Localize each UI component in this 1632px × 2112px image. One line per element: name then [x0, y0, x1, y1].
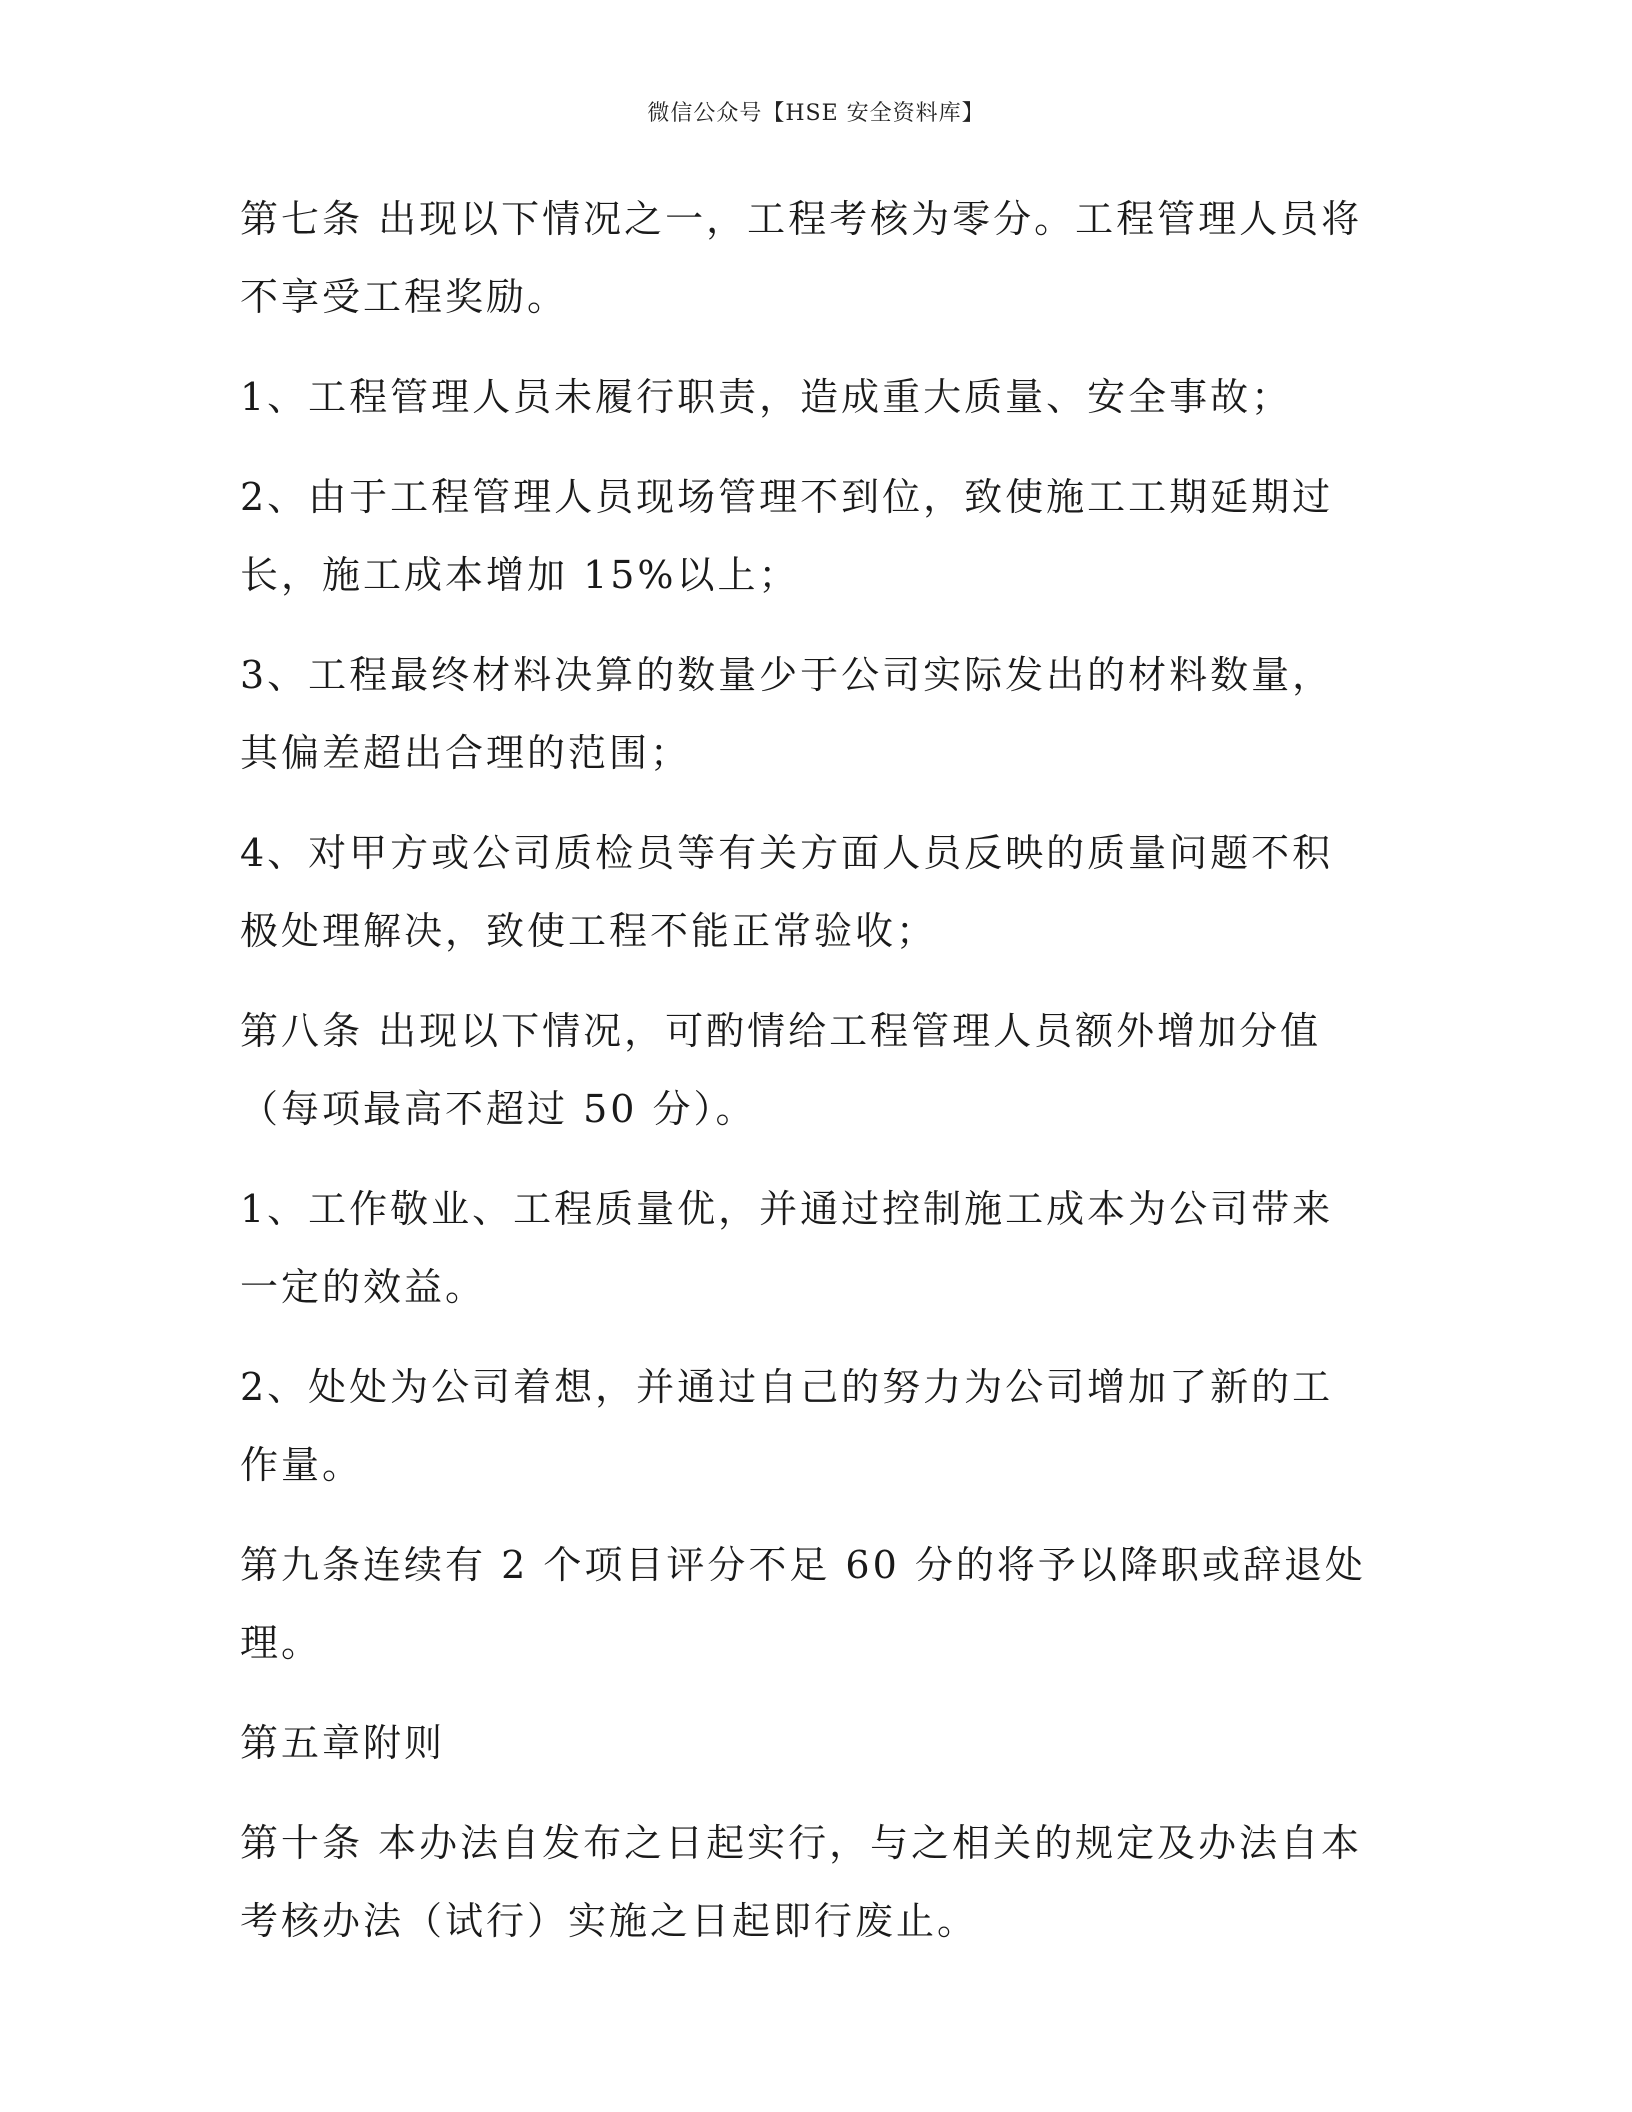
chapter-5-title: 第五章附则: [240, 1721, 446, 1765]
article-9: 第九条连续有 2 个项目评分不足 60 分的将予以降职或辞退处理。: [240, 1543, 1366, 1665]
page-header: 微信公众号【HSE 安全资料库】: [647, 101, 985, 126]
article-7-item-2: 2、由于工程管理人员现场管理不到位，致使施工工期延期过长，施工成本增加 15%以上；: [240, 475, 1334, 597]
document-body: [240, 180, 1370, 1982]
article-8-item-2: 2、处处为公司着想，并通过自己的努力为公司增加了新的工作量。: [240, 1365, 1334, 1487]
article-7-item-1: 1、工程管理人员未履行职责，造成重大质量、安全事故；: [240, 375, 1293, 419]
article-7-item-3: 3、工程最终材料决算的数量少于公司实际发出的材料数量，其偏差超出合理的范围；: [240, 653, 1334, 775]
article-7-item-4: 4、对甲方或公司质检员等有关方面人员反映的质量问题不积极处理解决，致使工程不能正常验收；: [240, 831, 1334, 953]
article-8-item-1: 1、工作敬业、工程质量优，并通过控制施工成本为公司带来一定的效益。: [240, 1187, 1334, 1309]
article-7-heading: 第七条 出现以下情况之一，工程考核为零分。工程管理人员将不享受工程奖励。: [240, 197, 1363, 319]
article-8-heading: 第八条 出现以下情况，可酌情给工程管理人员额外增加分值（每项最高不超过 50 分）。: [240, 1009, 1322, 1131]
article-10: 第十条 本办法自发布之日起实行，与之相关的规定及办法自本考核办法（试行）实施之日起即行废止。: [240, 1821, 1363, 1943]
